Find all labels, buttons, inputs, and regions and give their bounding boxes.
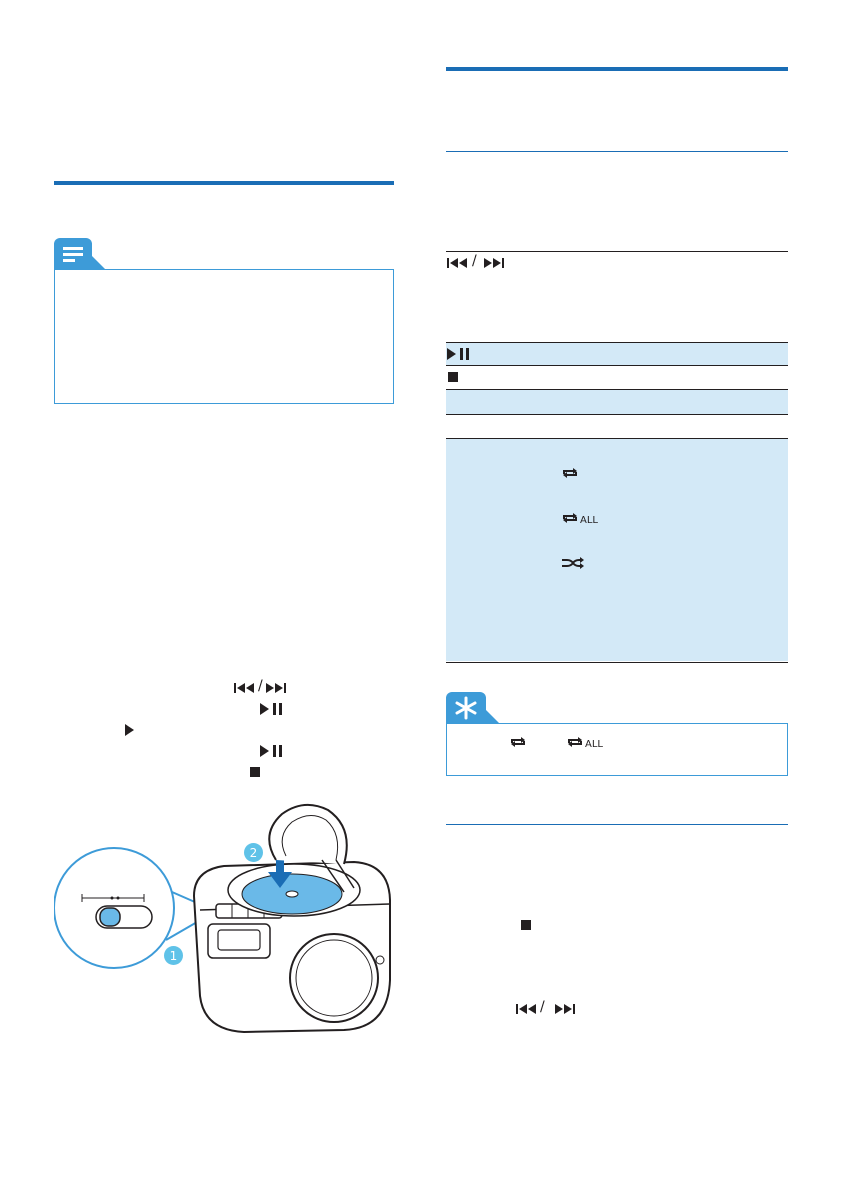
play-pause-icon-table xyxy=(447,348,471,360)
next-icon-table xyxy=(484,257,506,269)
table-separator-slash: / xyxy=(472,253,477,269)
shuffle-icon xyxy=(561,557,585,569)
section-rule-left xyxy=(54,181,394,185)
repeat-all-icon-tip xyxy=(566,736,610,748)
cd-player-illustration xyxy=(54,800,394,1040)
subsection-rule-2 xyxy=(446,824,788,825)
repeat-one-icon-tip xyxy=(509,736,527,748)
play-pause-icon-2 xyxy=(260,745,284,757)
repeat-all-icon xyxy=(561,512,605,524)
section-rule-right xyxy=(446,67,788,71)
repeat-one-icon xyxy=(561,467,579,479)
table-top-rule xyxy=(446,251,788,252)
previous-icon-program xyxy=(516,1003,538,1015)
svg-text:ALL: ALL xyxy=(580,515,598,524)
next-icon xyxy=(266,682,288,694)
program-separator-slash: / xyxy=(540,999,545,1015)
previous-icon xyxy=(234,682,256,694)
table-rule-3 xyxy=(446,365,788,366)
stop-icon xyxy=(250,767,260,777)
svg-text:ALL: ALL xyxy=(585,739,603,748)
step-2-bubble: 2 xyxy=(244,843,263,862)
next-icon-program xyxy=(555,1003,577,1015)
stop-icon-table xyxy=(448,372,458,382)
table-rule-5 xyxy=(446,414,788,415)
play-pause-icon xyxy=(260,703,284,715)
subsection-rule-1 xyxy=(446,151,788,152)
separator-slash: / xyxy=(258,678,263,694)
stop-icon-program xyxy=(521,920,531,930)
note-box xyxy=(54,269,394,404)
step-1-bubble: 1 xyxy=(164,946,183,965)
previous-icon-table xyxy=(447,257,469,269)
table-row-shaded-1 xyxy=(446,390,788,414)
tip-tab xyxy=(446,692,486,724)
table-row-play-pause xyxy=(446,343,788,365)
tip-box xyxy=(446,723,788,776)
note-tab xyxy=(54,238,92,270)
table-bottom-rule xyxy=(446,662,788,663)
note-icon xyxy=(54,238,92,270)
play-icon xyxy=(125,724,135,736)
tip-icon xyxy=(446,692,486,724)
table-row-mode xyxy=(446,439,788,661)
